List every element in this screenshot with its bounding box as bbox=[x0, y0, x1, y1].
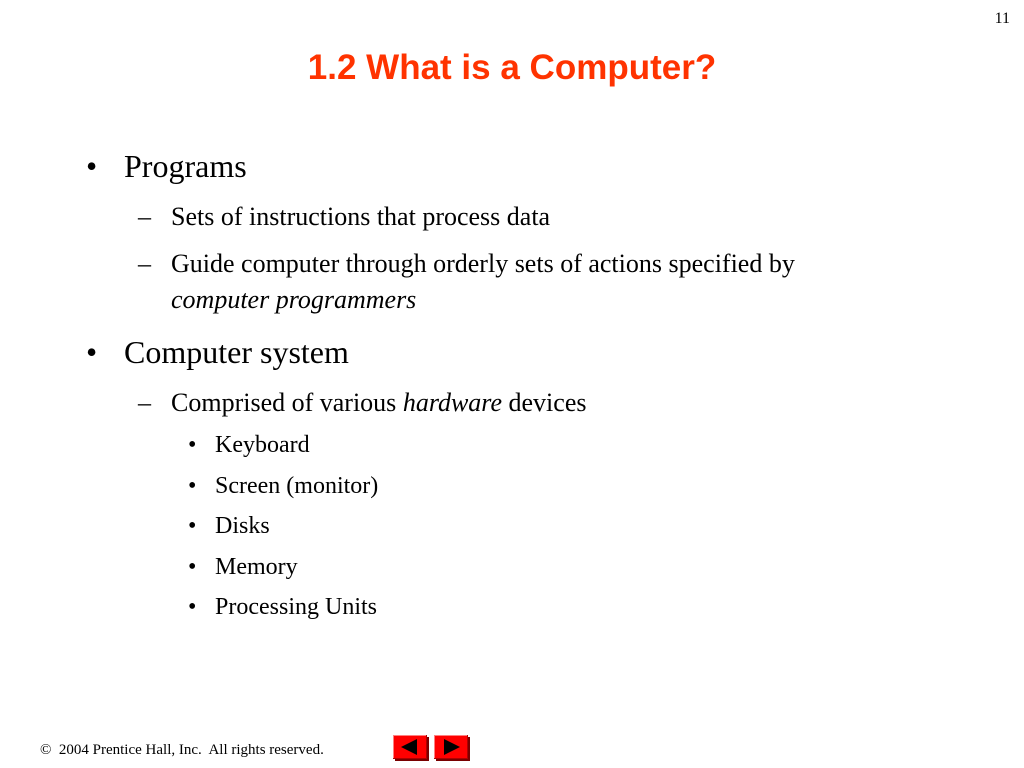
bullet-marker: • bbox=[86, 148, 98, 184]
list-item-label: Keyboard bbox=[215, 432, 310, 458]
left-arrow-icon bbox=[393, 735, 427, 759]
right-arrow-icon bbox=[434, 735, 468, 759]
text-after: devices bbox=[502, 388, 587, 417]
bullet-label: Programs bbox=[124, 148, 247, 184]
copyright-notice: © 2004 Prentice Hall, Inc. All rights reserved. bbox=[40, 742, 324, 758]
dash-marker: – bbox=[138, 388, 151, 417]
list-item-label: Disks bbox=[215, 513, 270, 539]
bullet-marker: • bbox=[188, 554, 197, 580]
list-item-label: Memory bbox=[215, 554, 298, 580]
previous-slide-button[interactable] bbox=[393, 735, 427, 759]
dash-marker: – bbox=[138, 202, 151, 231]
list-item-label: Screen (monitor) bbox=[215, 473, 379, 499]
bullet-marker: • bbox=[188, 432, 197, 458]
list-item-label: Processing Units bbox=[215, 594, 377, 620]
sub-bullet-label: Sets of instructions that process data bbox=[171, 202, 551, 231]
dash-marker: – bbox=[138, 249, 151, 278]
sub-bullet-italic: computer programmers bbox=[171, 285, 417, 314]
bullet-marker: • bbox=[188, 513, 197, 539]
page-number: 11 bbox=[994, 10, 1010, 27]
text-italic: hardware bbox=[402, 388, 503, 417]
bullet-marker: • bbox=[188, 473, 197, 499]
slide-title: 1.2 What is a Computer? bbox=[307, 48, 717, 87]
text-before: Comprised of various bbox=[171, 388, 403, 417]
bullet-label: Computer system bbox=[124, 334, 349, 370]
bullet-marker: • bbox=[86, 334, 98, 370]
sub-bullet-line1: Guide computer through orderly sets of actions specified by bbox=[171, 249, 795, 278]
sub-bullet-label bbox=[171, 246, 795, 318]
next-slide-button[interactable] bbox=[434, 735, 468, 759]
bullet-marker: • bbox=[188, 594, 197, 620]
sub-bullet-label bbox=[171, 385, 586, 421]
